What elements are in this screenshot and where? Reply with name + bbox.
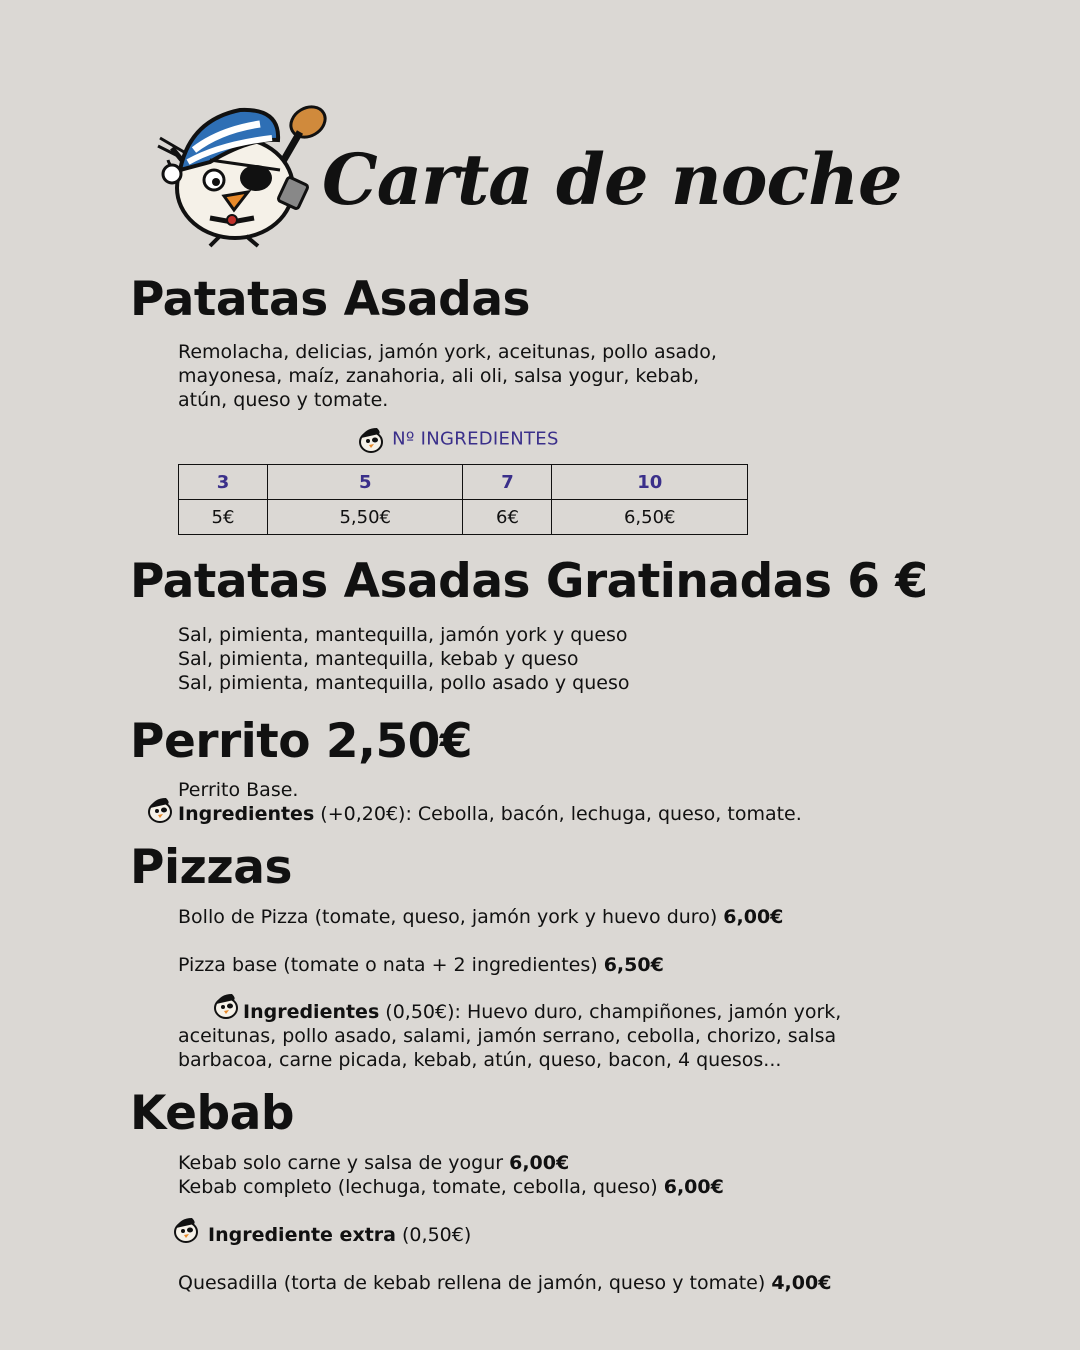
ingredients-text: (+0,20€): Cebolla, bacón, lechuga, queso, tomate.: [314, 803, 802, 825]
ingredients-label: Ingredientes: [243, 1001, 380, 1023]
pizza-bollo: [178, 905, 783, 929]
ingredients-text: (0,50€): Huevo duro, champiñones, jamón york,: [379, 1001, 842, 1023]
table-cell: 6,50€: [552, 500, 748, 535]
table-cell: 6€: [463, 500, 552, 535]
item-price: 6,00€: [509, 1152, 570, 1174]
kebab-extra: [208, 1223, 471, 1247]
section-heading-kebab: Kebab: [130, 1086, 294, 1141]
kebab-solo: [178, 1151, 569, 1175]
kebab-completo: [178, 1175, 724, 1199]
chicken-chef-mascot-icon: [170, 1214, 202, 1246]
pizza-ingredients-line1: [243, 1000, 841, 1024]
perrito-base: Perrito Base.: [178, 779, 299, 801]
section-heading-perrito: Perrito 2,50€: [130, 714, 473, 769]
section-heading-gratinadas: Patatas Asadas Gratinadas 6 €: [130, 554, 928, 609]
chicken-chef-mascot-icon: [150, 100, 335, 250]
table-cell: 3: [179, 465, 268, 500]
item-price: 4,00€: [771, 1272, 832, 1294]
extra-text: (0,50€): [395, 1224, 472, 1246]
text-line: Remolacha, delicias, jamón york, aceitunas, pollo asado,: [178, 341, 717, 363]
patatas-ingredients: [178, 340, 717, 412]
price-table: [178, 464, 748, 535]
section-heading-patatas: Patatas Asadas: [130, 272, 531, 327]
chicken-chef-mascot-icon: [144, 794, 176, 826]
extra-label: Ingrediente extra: [208, 1224, 396, 1246]
item-price: 6,00€: [723, 906, 784, 928]
page-title: Carta de noche: [322, 138, 902, 221]
text-line: mayonesa, maíz, zanahoria, ali oli, salsa yogur, kebab,: [178, 365, 700, 387]
item-text: Bollo de Pizza (tomate, queso, jamón york y huevo duro): [178, 906, 724, 928]
item-text: Kebab solo carne y salsa de yogur: [178, 1152, 510, 1174]
table-row: [179, 465, 748, 500]
pizza-ingredients-line3: barbacoa, carne picada, kebab, atún, queso, bacon, 4 quesos...: [178, 1049, 782, 1071]
section-heading-pizzas: Pizzas: [130, 840, 292, 895]
item-price: 6,00€: [663, 1176, 724, 1198]
perrito-ingredients: [178, 802, 802, 826]
table-cell: 7: [463, 465, 552, 500]
list-item: Sal, pimienta, mantequilla, kebab y queso: [178, 648, 579, 670]
chicken-chef-mascot-icon: [210, 990, 242, 1022]
ingredients-count-text: Nº INGREDIENTES: [392, 428, 559, 450]
list-item: Sal, pimienta, mantequilla, jamón york y queso: [178, 624, 628, 646]
list-item: Sal, pimienta, mantequilla, pollo asado y queso: [178, 672, 630, 694]
gratinadas-list: [178, 623, 630, 695]
table-cell: 5€: [179, 500, 268, 535]
pizza-base: [178, 953, 664, 977]
table-cell: 5,50€: [267, 500, 463, 535]
item-price: 6,50€: [603, 954, 664, 976]
chicken-chef-mascot-icon: [355, 424, 387, 456]
pizza-ingredients-line2: aceitunas, pollo asado, salami, jamón serrano, cebolla, chorizo, salsa: [178, 1025, 837, 1047]
ingredients-label: Ingredientes: [178, 803, 315, 825]
table-cell: 10: [552, 465, 748, 500]
item-text: Pizza base (tomate o nata + 2 ingredientes): [178, 954, 604, 976]
table-cell: 5: [267, 465, 463, 500]
ingredients-count-label: [355, 424, 559, 456]
kebab-quesadilla: [178, 1271, 831, 1295]
item-text: Kebab completo (lechuga, tomate, cebolla, queso): [178, 1176, 664, 1198]
text-line: atún, queso y tomate.: [178, 389, 389, 411]
table-row: [179, 500, 748, 535]
item-text: Quesadilla (torta de kebab rellena de jamón, queso y tomate): [178, 1272, 772, 1294]
